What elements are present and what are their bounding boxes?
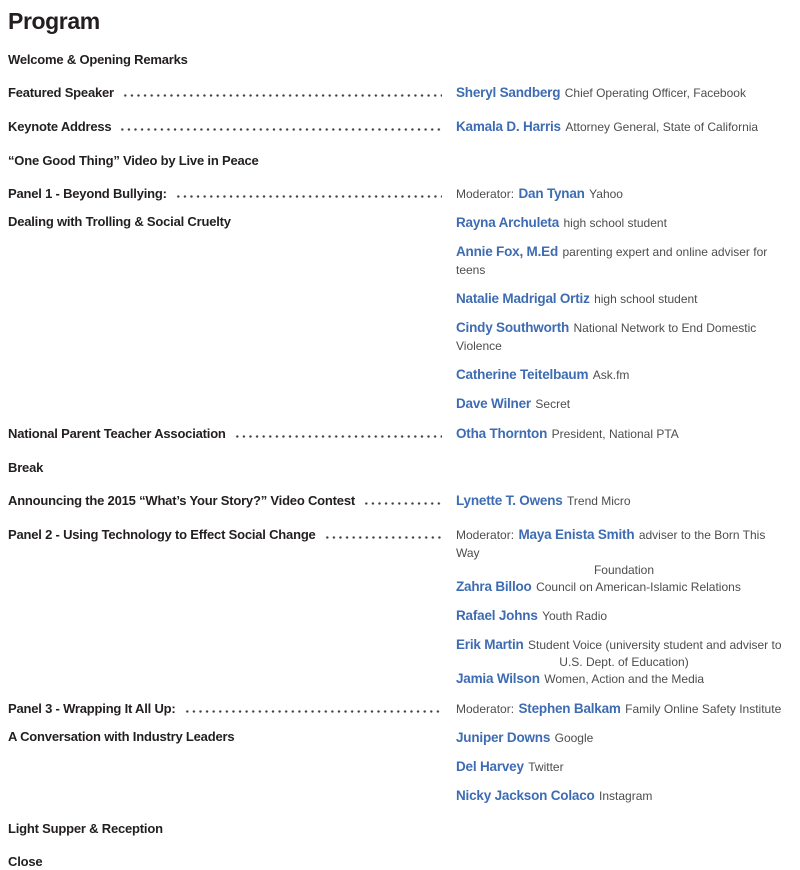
speaker-entry <box>456 636 792 670</box>
speaker-entry <box>456 787 792 805</box>
speaker-affiliation: Family Online Safety Institute <box>625 702 782 716</box>
speaker-name: Zahra Billoo <box>456 579 532 594</box>
row-left <box>8 526 456 543</box>
speaker-name: Stephen Balkam <box>518 701 621 716</box>
speaker-entry <box>456 214 792 232</box>
row-right <box>456 185 794 413</box>
speaker-name: Kamala D. Harris <box>456 119 561 134</box>
affiliation-continuation: U.S. Dept. of Education) <box>559 655 689 669</box>
speaker-entry-line <box>456 636 782 653</box>
speaker-affiliation: Google <box>554 731 594 745</box>
speaker-entry-line <box>456 578 741 595</box>
affiliation-continuation: Foundation <box>593 563 655 577</box>
speaker-affiliation: Women, Action and the Media <box>544 672 705 686</box>
speaker-affiliation: Attorney General, State of California <box>565 120 759 134</box>
speaker-name: Dan Tynan <box>518 186 585 201</box>
speaker-entry <box>456 492 792 510</box>
speaker-entry <box>456 185 792 203</box>
speaker-name: Rafael Johns <box>456 608 538 623</box>
dot-leader <box>363 502 442 505</box>
speaker-affiliation: Council on American-Islamic Relations <box>536 580 741 594</box>
program-row <box>8 492 794 510</box>
row-label: Close <box>8 854 43 869</box>
row-left <box>8 700 456 745</box>
dot-leader <box>119 128 442 131</box>
row-label: Panel 3 - Wrapping It All Up: <box>8 701 176 716</box>
speaker-entry <box>456 84 792 102</box>
speaker-affiliation: adviser to the Born This Way <box>456 528 766 560</box>
speaker-entry-line <box>456 425 679 442</box>
dot-leader <box>184 710 442 713</box>
speaker-name: Dave Wilner <box>456 396 531 411</box>
speaker-affiliation: Trend Micro <box>567 494 631 508</box>
speaker-entry-line <box>456 214 667 231</box>
speaker-entry <box>456 290 792 308</box>
speaker-entry <box>456 700 792 718</box>
program-row <box>8 459 794 476</box>
speaker-affiliation: President, National PTA <box>551 427 679 441</box>
speaker-entry-line <box>456 319 756 354</box>
program-row <box>8 526 794 688</box>
speaker-entry <box>456 395 792 413</box>
program-row <box>8 853 794 870</box>
speaker-affiliation: Student Voice (university student and adviser to <box>528 638 782 652</box>
row-label: Panel 1 - Beyond Bullying: <box>8 186 167 201</box>
speaker-name: Nicky Jackson Colaco <box>456 788 595 803</box>
speaker-entry-line <box>456 492 631 509</box>
speaker-name: Annie Fox, M.Ed <box>456 244 559 259</box>
dot-leader <box>122 94 442 97</box>
speaker-entry <box>456 243 792 279</box>
speaker-name: Jamia Wilson <box>456 671 540 686</box>
program-row <box>8 51 794 68</box>
speaker-entry <box>456 366 792 384</box>
speaker-name: Maya Enista Smith <box>518 527 635 542</box>
speaker-name: Catherine Teitelbaum <box>456 367 589 382</box>
row-sublabel: A Conversation with Industry Leaders <box>8 729 235 744</box>
speaker-entry-line <box>456 670 704 687</box>
row-left <box>8 492 456 509</box>
row-label: Keynote Address <box>8 119 112 134</box>
speaker-entry-line <box>456 118 758 135</box>
program-row <box>8 84 794 102</box>
speaker-entry-line <box>456 243 767 278</box>
speaker-name: Natalie Madrigal Ortiz <box>456 291 590 306</box>
program-row <box>8 118 794 136</box>
speaker-affiliation: Ask.fm <box>592 368 630 382</box>
program-row <box>8 820 794 837</box>
row-label: National Parent Teacher Association <box>8 426 226 441</box>
row-left <box>8 425 456 442</box>
speaker-entry-line <box>456 366 629 383</box>
speaker-entry-line <box>456 700 781 717</box>
dot-leader <box>324 536 442 539</box>
speaker-entry-line <box>456 607 607 624</box>
speaker-name: Rayna Archuleta <box>456 215 560 230</box>
speaker-entry <box>456 425 792 443</box>
speaker-affiliation: Secret <box>535 397 571 411</box>
row-right <box>456 526 794 688</box>
speaker-entry <box>456 729 792 747</box>
page-title: Program <box>8 8 100 34</box>
speaker-entry-line <box>456 290 698 307</box>
speaker-name: Cindy Southworth <box>456 320 570 335</box>
moderator-label: Moderator: <box>456 702 515 716</box>
row-right <box>456 118 794 136</box>
speaker-entry <box>456 118 792 136</box>
row-label: Welcome & Opening Remarks <box>8 52 188 67</box>
speaker-entry <box>456 578 792 596</box>
speaker-affiliation: Yahoo <box>589 187 623 201</box>
speaker-affiliation: Chief Operating Officer, Facebook <box>564 86 746 100</box>
row-right <box>456 84 794 102</box>
row-right <box>456 425 794 443</box>
speaker-affiliation: National Network to End Domestic Violence <box>456 321 757 353</box>
speaker-name: Otha Thornton <box>456 426 548 441</box>
row-right <box>456 492 794 510</box>
program-row <box>8 185 794 413</box>
speaker-entry-line <box>456 526 765 561</box>
speaker-entry-line <box>456 185 623 202</box>
dot-leader <box>234 435 442 438</box>
row-label: Featured Speaker <box>8 85 114 100</box>
row-label: Announcing the 2015 “What’s Your Story?” Video Contest <box>8 493 355 508</box>
row-label: “One Good Thing” Video by Live in Peace <box>8 153 259 168</box>
speaker-affiliation: Twitter <box>528 760 564 774</box>
speaker-entry-line <box>456 758 564 775</box>
speaker-entry-line <box>456 395 570 412</box>
row-label: Break <box>8 460 44 475</box>
speaker-entry-line <box>456 787 652 804</box>
moderator-label: Moderator: <box>456 187 515 201</box>
row-left <box>8 84 456 101</box>
speaker-entry-line <box>456 84 746 101</box>
row-sublabel: Dealing with Trolling & Social Cruelty <box>8 214 231 229</box>
speaker-entry <box>456 526 792 578</box>
program-row <box>8 700 794 805</box>
speaker-name: Lynette T. Owens <box>456 493 563 508</box>
dot-leader <box>175 195 442 198</box>
row-label: Light Supper & Reception <box>8 821 163 836</box>
speaker-entry-line <box>456 729 593 746</box>
speaker-entry <box>456 670 792 688</box>
speaker-name: Sheryl Sandberg <box>456 85 561 100</box>
speaker-entry <box>456 607 792 625</box>
speaker-affiliation: Instagram <box>599 789 653 803</box>
speaker-affiliation: parenting expert and online adviser for teens <box>456 245 768 277</box>
speaker-affiliation: Youth Radio <box>542 609 608 623</box>
moderator-label: Moderator: <box>456 528 515 542</box>
program-rows <box>8 51 794 870</box>
program-row <box>8 425 794 443</box>
speaker-name: Erik Martin <box>456 637 524 652</box>
row-label: Panel 2 - Using Technology to Effect Social Change <box>8 527 316 542</box>
row-left <box>8 118 456 135</box>
row-left <box>8 185 456 230</box>
speaker-affiliation: high school student <box>594 292 698 306</box>
speaker-affiliation: high school student <box>563 216 667 230</box>
row-right <box>456 700 794 805</box>
speaker-entry <box>456 319 792 355</box>
speaker-name: Del Harvey <box>456 759 524 774</box>
speaker-name: Juniper Downs <box>456 730 551 745</box>
speaker-entry <box>456 758 792 776</box>
program-row <box>8 152 794 169</box>
